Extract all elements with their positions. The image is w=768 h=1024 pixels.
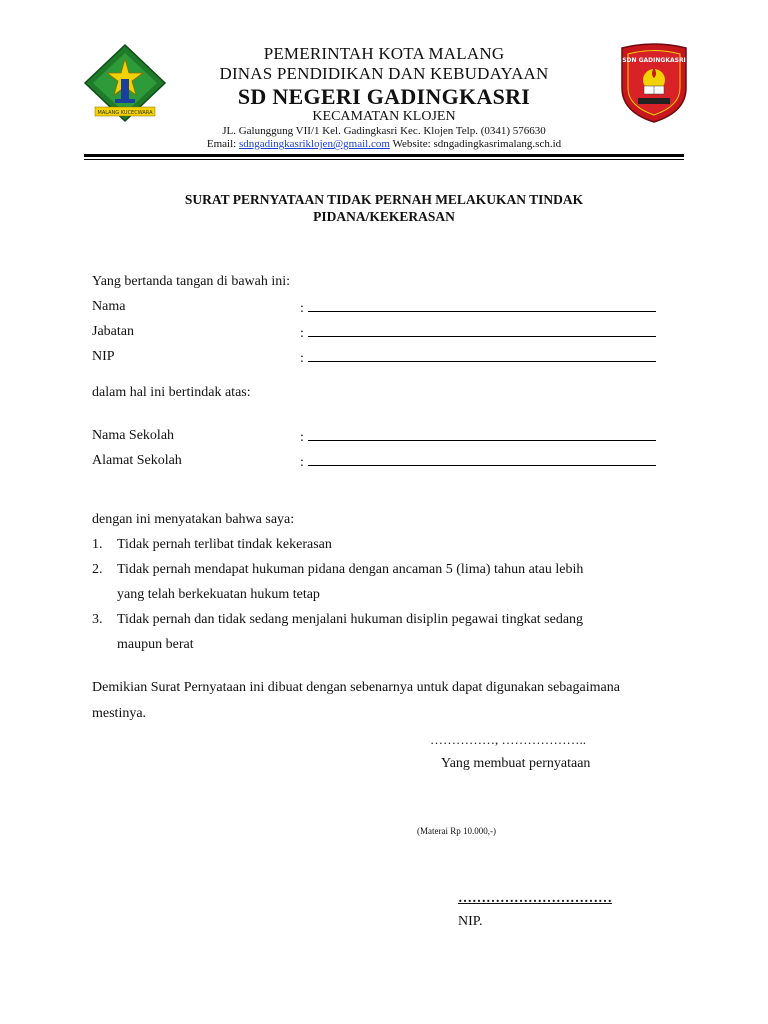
logo-left-motto: MALANG KUCECWARA <box>97 110 153 116</box>
field-separator: : <box>300 455 304 470</box>
field-nama-sekolah[interactable] <box>300 428 656 446</box>
jabatan-blank-line[interactable] <box>308 324 656 337</box>
field-separator: : <box>300 326 304 341</box>
field-separator: : <box>300 351 304 366</box>
field-separator: : <box>300 301 304 316</box>
document-title-line2: PIDANA/KEKERASAN <box>313 209 455 224</box>
list-item-text-continued: maupun berat <box>117 637 194 652</box>
field-label-nip: NIP <box>92 349 115 364</box>
logo-right-name: SDN GADINGKASRI <box>622 57 686 64</box>
website-label: Website: <box>389 138 434 150</box>
address-line: JL. Galunggung VII/1 Kel. Gadingkasri Kec. Klojen Telp. (0341) 576630 <box>222 125 546 137</box>
field-jabatan[interactable] <box>300 324 656 342</box>
intro-text: Yang bertanda tangan di bawah ini: <box>92 274 291 289</box>
email-label: Email: <box>206 138 239 150</box>
contact-line <box>0 138 768 150</box>
nama-blank-line[interactable] <box>308 299 656 312</box>
letterhead-rule-thin <box>84 159 684 160</box>
website-text: sdngadingkasrimalang.sch.id <box>433 138 562 150</box>
list-item-text-continued: yang telah berkekuatan hukum tetap <box>117 587 320 602</box>
district-line: KECAMATAN KLOJEN <box>312 109 456 124</box>
field-nip[interactable] <box>300 349 656 367</box>
acting-text: dalam hal ini bertindak atas: <box>92 385 251 400</box>
signature-name-blank[interactable]: …………………………… <box>458 891 612 906</box>
field-alamat-sekolah[interactable] <box>300 453 656 471</box>
school-name: SD NEGERI GADINGKASRI <box>237 84 531 109</box>
maker-label: Yang membuat pernyataan <box>441 756 591 771</box>
declare-text: dengan ini menyatakan bahwa saya: <box>92 512 295 527</box>
field-nama[interactable] <box>300 299 656 317</box>
field-label-nama-sekolah: Nama Sekolah <box>92 428 175 443</box>
document-title-line1: SURAT PERNYATAAN TIDAK PERNAH MELAKUKAN TINDAK <box>184 192 584 207</box>
signature-nip-label: NIP. <box>458 914 483 929</box>
field-label-alamat-sekolah: Alamat Sekolah <box>92 453 182 468</box>
closing-text-line1: Demikian Surat Pernyataan ini dibuat dengan sebenarnya untuk dapat digunakan sebagaimana <box>92 680 620 695</box>
field-label-jabatan: Jabatan <box>92 324 134 339</box>
alamat-sekolah-blank-line[interactable] <box>308 453 656 466</box>
list-item-text: Tidak pernah mendapat hukuman pidana dengan ancaman 5 (lima) tahun atau lebih <box>117 562 584 577</box>
department-line: DINAS PENDIDIKAN DAN KEBUDAYAAN <box>219 64 549 83</box>
list-item-text: Tidak pernah terlibat tindak kekerasan <box>117 537 332 552</box>
list-item-number: 1. <box>92 537 103 552</box>
list-item-number: 2. <box>92 562 103 577</box>
nip-blank-line[interactable] <box>308 349 656 362</box>
closing-text-line2: mestinya. <box>92 706 147 721</box>
stamp-note: (Materai Rp 10.000,-) <box>417 826 496 836</box>
place-date-blank[interactable]: ……………, ……………….. <box>430 732 586 747</box>
government-line: PEMERINTAH KOTA MALANG <box>263 44 505 63</box>
list-item-text: Tidak pernah dan tidak sedang menjalani hukuman disiplin pegawai tingkat sedang <box>117 612 584 627</box>
nama-sekolah-blank-line[interactable] <box>308 428 656 441</box>
field-label-nama: Nama <box>92 299 126 314</box>
field-separator: : <box>300 430 304 445</box>
letterhead-rule-thick <box>84 154 684 157</box>
email-link[interactable]: sdngadingkasriklojen@gmail.com <box>238 138 390 150</box>
list-item-number: 3. <box>92 612 103 627</box>
